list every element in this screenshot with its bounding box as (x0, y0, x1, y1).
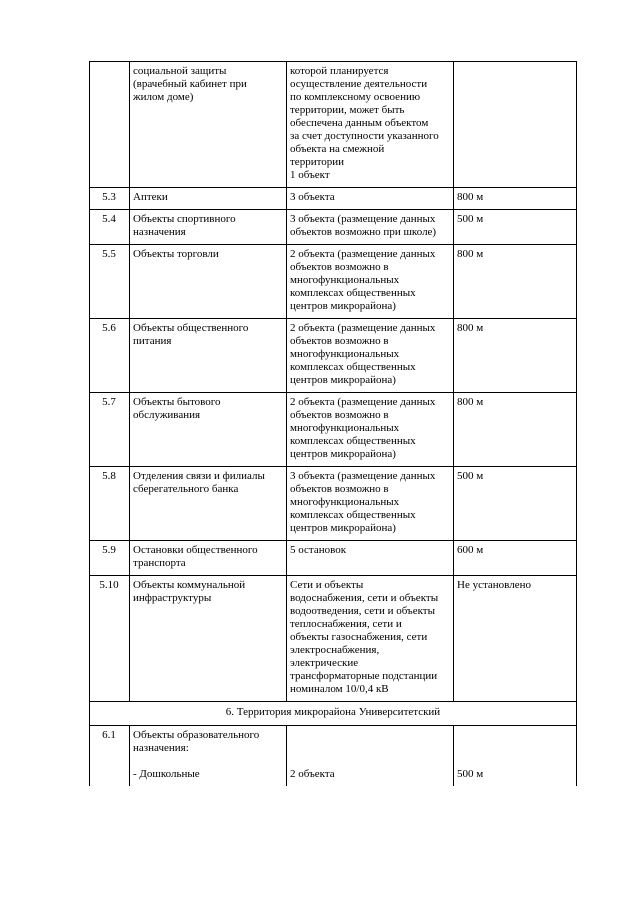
table-row (90, 319, 577, 393)
table-row (90, 541, 577, 576)
object-count-line: 2 объекта (размещение данных (290, 322, 436, 334)
object-name (130, 245, 287, 319)
accessibility-radius: 600 м (454, 541, 577, 576)
object-count-line: электроснабжения, (290, 644, 380, 656)
object-count-line: объектов возможно в (290, 261, 389, 273)
object-name-line: Объекты торговли (133, 248, 219, 260)
table-row (90, 576, 577, 702)
object-count-line: территории (290, 156, 345, 168)
object-name-line: сберегательного банка (133, 483, 239, 495)
object-count-line: многофункциональных (290, 274, 400, 286)
object-count-line: Сети и объекты (290, 579, 364, 591)
object-count-line: центров микрорайона) (290, 448, 396, 460)
object-count-line: 2 объекта (размещение данных (290, 396, 436, 408)
section-title: 6. Территория микрорайона Университетский (90, 702, 577, 726)
object-count-line: многофункциональных (290, 496, 400, 508)
row-number: 5.6 (90, 319, 130, 393)
object-count-line: номиналом 10/0,4 кВ (290, 683, 389, 695)
table-row (90, 245, 577, 319)
object-count (287, 576, 454, 702)
object-count-line: которой планируется (290, 65, 389, 77)
object-count-line: электрические (290, 657, 359, 669)
object-count-line: осуществление деятельности (290, 78, 428, 90)
object-name (130, 188, 287, 210)
object-name (130, 541, 287, 576)
object-count-line: комплексах общественных (290, 509, 416, 521)
object-name (130, 576, 287, 702)
spacer (457, 755, 572, 768)
object-count-line: 3 объекта (размещение данных (290, 470, 436, 482)
object-name (130, 393, 287, 467)
table-row (90, 467, 577, 541)
object-count (287, 541, 454, 576)
accessibility-radius-value: 500 м (457, 768, 484, 780)
object-count-line: водоотведения, сети и объекты (290, 605, 436, 617)
accessibility-radius: 800 м (454, 245, 577, 319)
object-count-line: 5 остановок (290, 544, 347, 556)
object-count (287, 188, 454, 210)
table-row (90, 726, 577, 787)
object-count-line: 1 объект (290, 169, 330, 181)
object-count-line: многофункциональных (290, 348, 400, 360)
table-row (90, 62, 577, 188)
table-row (90, 188, 577, 210)
section-row (90, 702, 577, 726)
object-count-line: по комплексному освоению (290, 91, 421, 103)
spacer (290, 755, 449, 768)
object-name-line: социальной защиты (133, 65, 227, 77)
object-count-line: 2 объекта (размещение данных (290, 248, 436, 260)
object-name-line: назначения: (133, 742, 189, 754)
object-count-line: объектов возможно в (290, 483, 389, 495)
table-row (90, 210, 577, 245)
row-number: 5.7 (90, 393, 130, 467)
object-name-line: Отделения связи и филиалы (133, 470, 265, 482)
row-number: 5.8 (90, 467, 130, 541)
object-name (130, 726, 287, 787)
facilities-table (89, 61, 577, 786)
object-name-line: транспорта (133, 557, 186, 569)
table-row (90, 393, 577, 467)
object-name-line: жилом доме) (133, 91, 194, 103)
spacer (133, 755, 282, 768)
object-count-line: 3 объекта (размещение данных (290, 213, 436, 225)
row-number: 5.3 (90, 188, 130, 210)
object-name (130, 62, 287, 188)
accessibility-radius (454, 62, 577, 188)
row-number: 5.4 (90, 210, 130, 245)
object-count-line: территории, может быть (290, 104, 405, 116)
accessibility-radius (454, 726, 577, 787)
object-count (287, 467, 454, 541)
object-name-line: Объекты бытового (133, 396, 221, 408)
row-number: 6.1 (90, 726, 130, 787)
object-name-line: обслуживания (133, 409, 201, 421)
object-name-line: инфраструктуры (133, 592, 212, 604)
facilities-table-body (90, 62, 577, 787)
object-name-line: Объекты общественного (133, 322, 249, 334)
object-count-line: центров микрорайона) (290, 522, 396, 534)
row-number (90, 62, 130, 188)
object-name-line: Остановки общественного (133, 544, 258, 556)
accessibility-radius: Не установлено (454, 576, 577, 702)
row-number: 5.5 (90, 245, 130, 319)
object-count (287, 393, 454, 467)
object-count-line: объекта на смежной (290, 143, 385, 155)
object-count-line: объектов возможно в (290, 409, 389, 421)
object-name-line: питания (133, 335, 172, 347)
object-count-line: обеспечена данным объектом (290, 117, 429, 129)
accessibility-radius: 800 м (454, 188, 577, 210)
object-count (287, 319, 454, 393)
accessibility-radius: 800 м (454, 319, 577, 393)
object-count (287, 726, 454, 787)
object-name-line: Объекты коммунальной (133, 579, 246, 591)
object-count (287, 62, 454, 188)
spacer (457, 729, 572, 742)
object-count-line: водоснабжения, сети и объекты (290, 592, 439, 604)
object-count-line: трансформаторные подстанции (290, 670, 438, 682)
object-name (130, 319, 287, 393)
object-name-line: (врачебный кабинет при (133, 78, 247, 90)
object-count (287, 210, 454, 245)
object-count-line: центров микрорайона) (290, 300, 396, 312)
object-count-line: теплоснабжения, сети и (290, 618, 402, 630)
object-count-line: за счет доступности указанного (290, 130, 439, 142)
object-count (287, 245, 454, 319)
object-count-line: объектов возможно в (290, 335, 389, 347)
object-name-line: назначения (133, 226, 186, 238)
object-name (130, 467, 287, 541)
object-name-line: Объекты образовательного (133, 729, 260, 741)
object-count-line: объектов возможно при школе) (290, 226, 437, 238)
row-number: 5.10 (90, 576, 130, 702)
object-count-line: комплексах общественных (290, 287, 416, 299)
object-name (130, 210, 287, 245)
object-count-line: объекты газоснабжения, сети (290, 631, 428, 643)
object-name-sub: - Дошкольные (133, 768, 200, 780)
spacer (290, 742, 449, 755)
spacer (457, 742, 572, 755)
accessibility-radius: 500 м (454, 467, 577, 541)
row-number: 5.9 (90, 541, 130, 576)
accessibility-radius: 500 м (454, 210, 577, 245)
object-count-line: 3 объекта (290, 191, 335, 203)
accessibility-radius: 800 м (454, 393, 577, 467)
object-count-line: комплексах общественных (290, 361, 416, 373)
object-count-line: 2 объекта (290, 768, 335, 780)
object-count-line: центров микрорайона) (290, 374, 396, 386)
object-count-line: комплексах общественных (290, 435, 416, 447)
object-count-line: многофункциональных (290, 422, 400, 434)
object-name-line: Объекты спортивного (133, 213, 236, 225)
spacer (290, 729, 449, 742)
object-name-line: Аптеки (133, 191, 168, 203)
